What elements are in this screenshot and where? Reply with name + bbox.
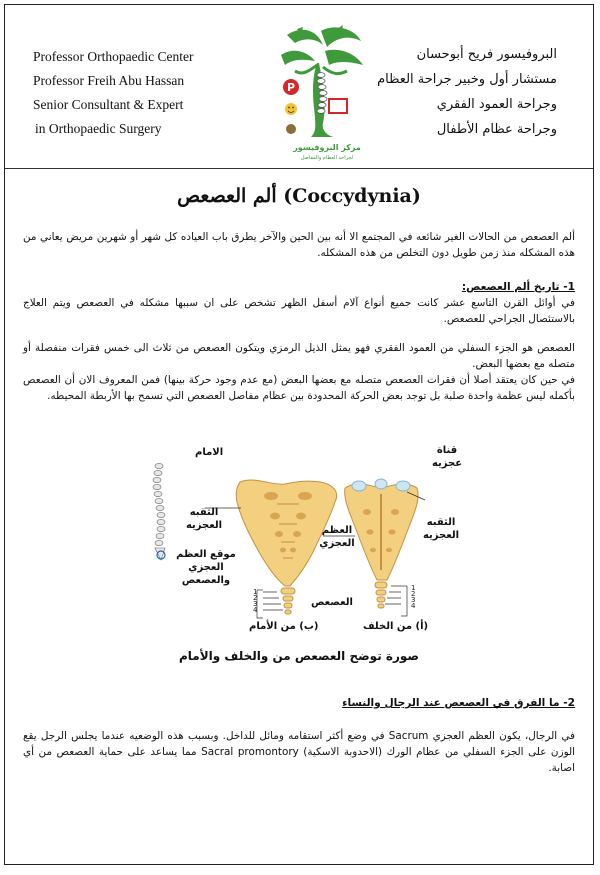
coccyx-number-4: 4 <box>253 606 258 614</box>
section-1-paragraph-1: في أوائل القرن التاسع عشر كانت جميع أنواع آلام أسفل الظهر تشخص على ان سببها مشكله في العصعص ويتم العلاج بالاستئصال الجراحي للعصعص. <box>23 297 575 325</box>
label-sacrum: العظم العجزي <box>319 525 355 549</box>
label-back-view: (أ) من الخلف <box>363 621 429 632</box>
coccyx-number-3: 3 <box>253 600 258 608</box>
section-2-heading: 2- ما الفرق في العصعص عند الرجال والنساء <box>342 697 575 709</box>
coccyx-number-2: 2 <box>253 594 258 602</box>
label-front-top: الامام <box>195 447 224 458</box>
ar-line-3: وجراحة العمود الفقري <box>436 97 557 112</box>
ar-line-2: مستشار أول وخبير جراحة العظام <box>377 72 557 87</box>
letterhead-arabic <box>377 42 557 142</box>
coccyx-anatomy-figure <box>145 440 465 680</box>
en-line-2: Professor Freih Abu Hassan <box>33 73 185 88</box>
label-sacral-canal: قناة عجزيه <box>431 445 463 469</box>
logo-text-2: لجراحة العظام والمفاصل <box>300 155 354 161</box>
ar-line-4: وجراحة عظام الأطفال <box>436 122 557 137</box>
label-foramina-left: الثقبه العجزيه <box>185 507 223 531</box>
logo-text-1: مركز البروفيسور <box>293 143 361 152</box>
ar-line-1: البروفيسور فريح أبوحسان <box>416 47 557 62</box>
coccyx-number-1-back: 1 <box>411 584 416 592</box>
intro-paragraph: ألم العصعص من الحالات الغير شائعه في المجتمع الا أنه بين الحين والآخر يطرق باب العياده كل شهر أو شهرين مريض يعاني من هذه المشكله منذ زمن طويل دون التخلص من هذه المشكله. <box>23 231 575 259</box>
en-line-1: Professor Orthopaedic Center <box>33 49 194 64</box>
en-line-4: in Orthopaedic Surgery <box>35 121 162 136</box>
coccyx-number-3-back: 3 <box>411 596 416 604</box>
coccyx-number-1: 1 <box>253 588 258 596</box>
document-page <box>4 4 594 865</box>
en-line-3: Senior Consultant & Expert <box>33 97 184 112</box>
section-2-paragraph-1: في الرجال، يكون العظم العجزي Sacrum في وضع أكثر استقامه ومائل للداخل. وبسبب هذه الوضعيه عندما يجلس الرجل يقع الوزن على الجزء السفلي من عظام الورك (الاحدوبة الاسكية) Sacral promontory مما يساعد على حماية العصعص من أي اصابة. <box>23 730 576 774</box>
coccyx-number-4-back: 4 <box>411 602 416 610</box>
header-divider <box>5 168 593 169</box>
label-coccyx: العصعص <box>311 597 353 608</box>
letterhead-english <box>33 45 193 141</box>
label-front-view: (ب) من الأمام <box>249 621 319 632</box>
label-location: موقع العظم العجزي والعصعص <box>176 549 236 586</box>
label-foramina-right: الثقبه العجزيه <box>422 517 460 541</box>
figure-caption: صورة توضح العصعص من والخلف والأمام <box>178 649 420 663</box>
center-logo <box>277 25 367 165</box>
section-1-paragraph-3: في حين كان يعتقد أصلا أن فقرات العصعص متصله مع بعضها البعض (مع عدم وجود حركة بينها) فمن المعروف الان أن العصعص بأكمله ليس عظمة واحدة صلبة بل توجد بعض الحركة المحدودة بين عظام مفاصل العصعص التي تسمح بها الأربطة المحيطه. <box>23 374 575 402</box>
document-title: ألم العصعص (Coccydynia) <box>177 185 421 207</box>
coccyx-number-2-back: 2 <box>411 590 416 598</box>
section-1-paragraph-2: العصعص هو الجزء السفلي من العمود الفقري فهو يمثل الذيل الرمزي ويتكون العصعص من ثلاث الى خمس فقرات منفصلة أو متصله مع بعضها البعض. <box>23 342 575 370</box>
section-1-heading: 1- تاريخ ألم العصعص: <box>461 281 575 293</box>
letterhead <box>5 5 593 168</box>
logo-letter: P <box>286 81 296 94</box>
